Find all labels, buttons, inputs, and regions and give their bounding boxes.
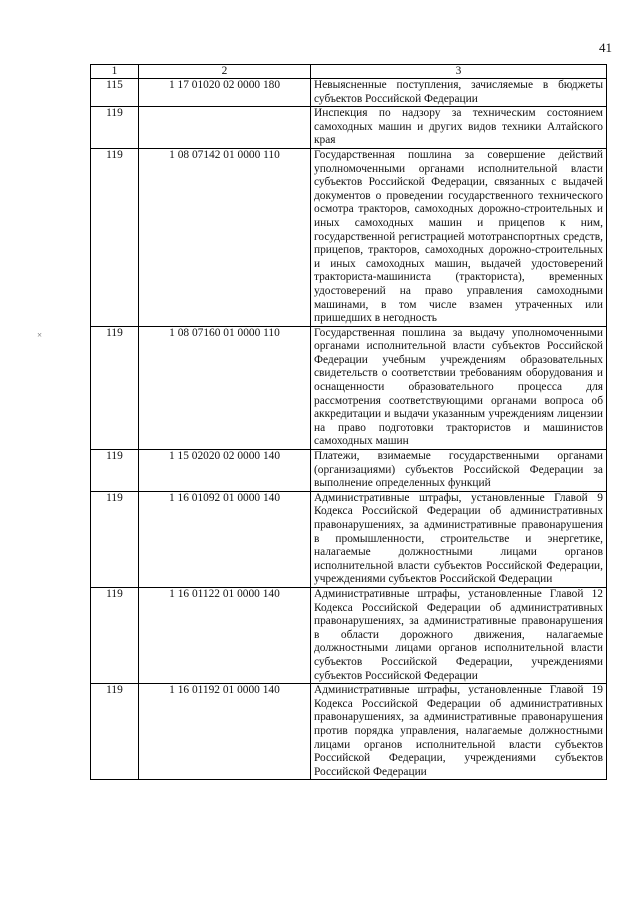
table-row: [91, 450, 607, 492]
admin-code-cell: 119: [91, 491, 139, 587]
kbk-code-cell: 1 17 01020 02 0000 180: [139, 79, 311, 107]
kbk-code-cell: [139, 107, 311, 149]
description-cell: Инспекция по надзору за техническим состоянием самоходных машин и других видов техники Алтайского края: [311, 107, 607, 149]
admin-code-cell: 119: [91, 107, 139, 149]
revenue-codes-table: [90, 64, 607, 780]
kbk-code-cell: 1 16 01192 01 0000 140: [139, 684, 311, 780]
kbk-code-cell: 1 15 02020 02 0000 140: [139, 450, 311, 492]
table-header-row: [91, 65, 607, 79]
kbk-code-cell: 1 16 01122 01 0000 140: [139, 587, 311, 683]
column-header-1: 1: [91, 65, 139, 79]
kbk-code-cell: 1 08 07160 01 0000 110: [139, 326, 311, 449]
kbk-code-cell: 1 08 07142 01 0000 110: [139, 148, 311, 326]
table-row: [91, 326, 607, 449]
admin-code-cell: 119: [91, 684, 139, 780]
description-cell: Административные штрафы, установленные Главой 19 Кодекса Российской Федерации об административных правонарушениях, за административные правонарушения против порядка управления, налагаемые должностными лицами органов исполнительной власти субъектов Российской Федерации, учреждениями субъектов Российской Федерации: [311, 684, 607, 780]
description-cell: Административные штрафы, установленные Главой 12 Кодекса Российской Федерации об административных правонарушениях, за административные правонарушения в области дорожного движения, налагаемые должностными лицами органов исполнительной власти субъектов Российской Федерации, учреждениями субъектов Российской Федерации: [311, 587, 607, 683]
table-row: [91, 684, 607, 780]
description-cell: Невыясненные поступления, зачисляемые в бюджеты субъектов Российской Федерации: [311, 79, 607, 107]
table-row: [91, 148, 607, 326]
admin-code-cell: 115: [91, 79, 139, 107]
admin-code-cell: 119: [91, 148, 139, 326]
table-row: [91, 107, 607, 149]
table-row: [91, 491, 607, 587]
table-row: [91, 587, 607, 683]
admin-code-cell: 119: [91, 450, 139, 492]
table-row: [91, 79, 607, 107]
description-cell: Платежи, взимаемые государственными органами (организациями) субъектов Российской Федерации за выполнение определенных функций: [311, 450, 607, 492]
column-header-3: 3: [311, 65, 607, 79]
column-header-2: 2: [139, 65, 311, 79]
kbk-code-cell: 1 16 01092 01 0000 140: [139, 491, 311, 587]
description-cell: Административные штрафы, установленные Главой 9 Кодекса Российской Федерации об административных правонарушениях, за административные правонарушения в промышленности, строительстве и энергетике, налагаемые должностными лицами органов исполнительной власти субъектов Российской Федерации, учреждениями субъектов Российской Федерации: [311, 491, 607, 587]
description-cell: Государственная пошлина за совершение действий уполномоченными органами исполнительной власти субъектов Российской Федерации, связанных с выдачей документов о проведении государственного технического осмотра тракторов, самоходных дорожно-строительных и иных самоходных машин и прицепов к ним, государственной регистрацией мототранспортных средств, прицепов, тракторов, самоходных дорожно-строительных и иных самоходных машин, выдачей удостоверений тракториста-машиниста (тракториста), временных удостоверений на право управления самоходными машинами, в том числе взамен утраченных или пришедших в негодность: [311, 148, 607, 326]
admin-code-cell: 119: [91, 326, 139, 449]
scan-mark: ×: [37, 330, 43, 340]
description-cell: Государственная пошлина за выдачу уполномоченными органами исполнительной власти субъектов Российской Федерации учебным учреждениям образовательных свидетельств о соответствии требованиям оборудования и оснащенности образовательного процесса для рассмотрения соответствующими органами вопроса об аккредитации и выдачи указанным учреждениям лицензии на право подготовки трактористов и машинистов самоходных машин: [311, 326, 607, 449]
page-number: 41: [599, 40, 612, 55]
admin-code-cell: 119: [91, 587, 139, 683]
